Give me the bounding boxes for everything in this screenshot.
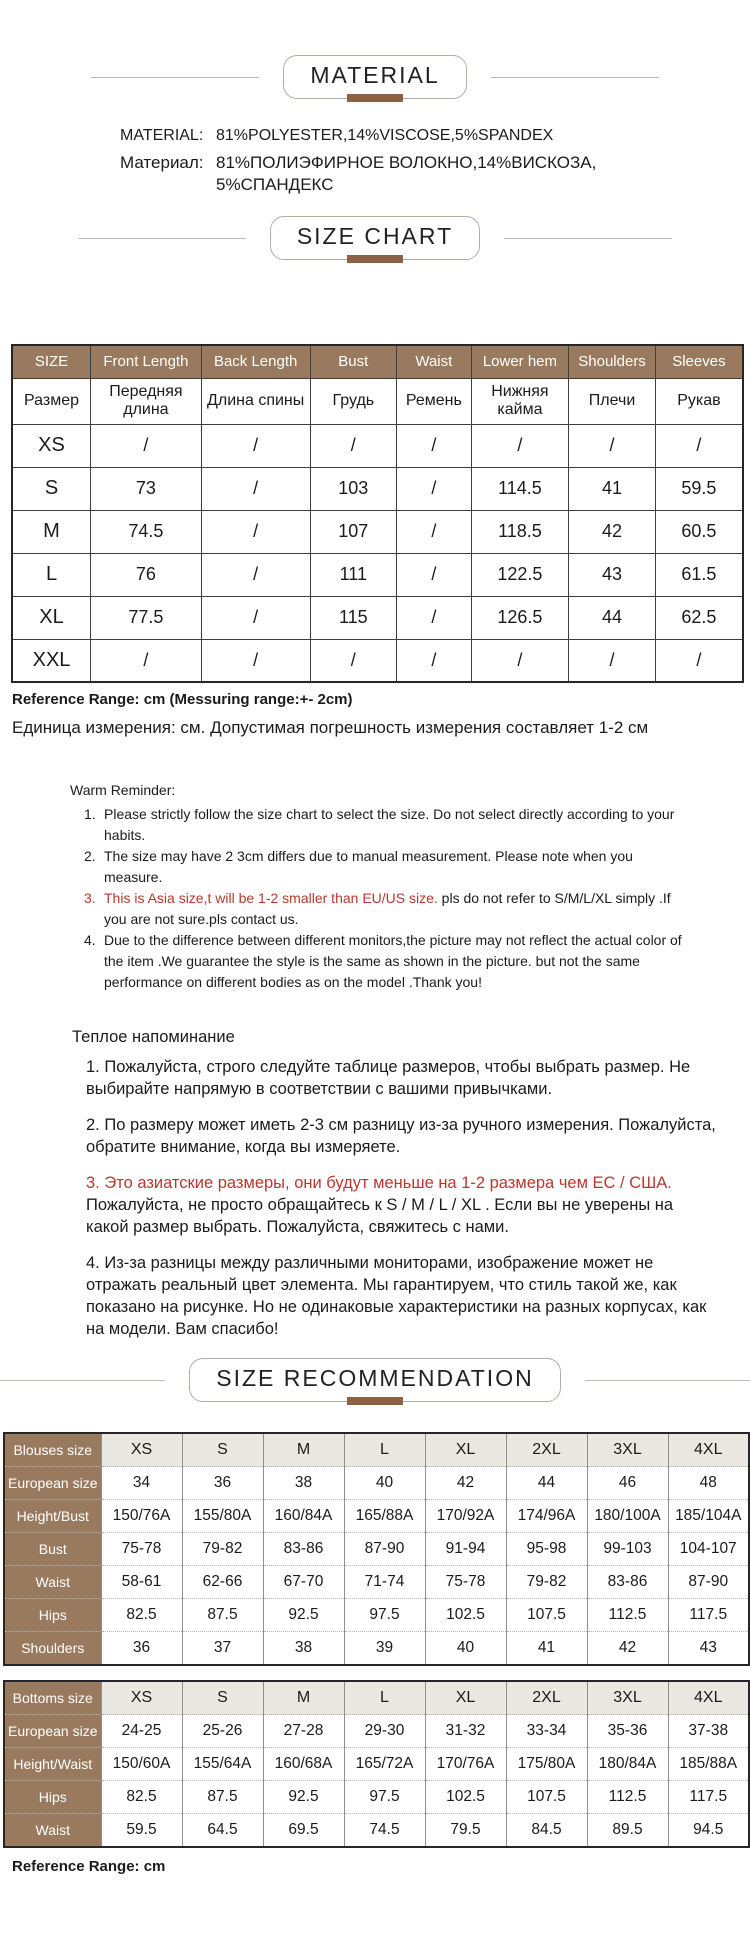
size-chart-section-header [0, 216, 750, 260]
table-cell: / [201, 424, 310, 467]
table-cell: / [471, 639, 569, 682]
table-cell: / [201, 596, 310, 639]
column-header: SIZE [12, 345, 91, 378]
divider-line [78, 238, 246, 239]
table-cell: 114.5 [471, 467, 569, 510]
table-cell: 40 [425, 1632, 506, 1666]
table-cell: 74.5 [91, 510, 202, 553]
table-cell: L [344, 1681, 425, 1715]
blouses-table-body [4, 1433, 749, 1665]
table-cell: / [655, 424, 743, 467]
text-line: 81%POLYESTER,14%VISCOSE,5%SPANDEX [216, 127, 554, 144]
table-cell: 87.5 [182, 1599, 263, 1632]
table-cell: 75-78 [101, 1533, 182, 1566]
table-cell: 117.5 [668, 1781, 749, 1814]
item-text: The size may have 2 3cm differs due to manual measurement. Please note when you measure. [104, 848, 633, 885]
table-cell: 94.5 [668, 1814, 749, 1848]
table-cell: 58-61 [101, 1566, 182, 1599]
table-cell: / [201, 553, 310, 596]
table-cell: 62.5 [655, 596, 743, 639]
table-cell: 76 [91, 553, 202, 596]
size-chart-header-row-ru [12, 378, 743, 424]
table-cell: 38 [263, 1632, 344, 1666]
table-row [4, 1500, 749, 1533]
material-label-en: MATERIAL: [120, 127, 204, 144]
table-row [12, 424, 743, 467]
column-header: Shoulders [569, 345, 656, 378]
table-cell: 102.5 [425, 1781, 506, 1814]
table-cell: 112.5 [587, 1599, 668, 1632]
row-label: Hips [4, 1781, 101, 1814]
table-cell: M [263, 1433, 344, 1467]
row-label: Bust [4, 1533, 101, 1566]
item-text: Please strictly follow the size chart to select the size. Do not select directly according to your habits. [104, 806, 675, 843]
table-cell: 64.5 [182, 1814, 263, 1848]
column-header-ru: Передняя длина [91, 378, 202, 424]
table-cell: L [344, 1433, 425, 1467]
table-cell: M [263, 1681, 344, 1715]
reminder-item: 2. По размеру может иметь 2-3 см разницу из-за ручного измерения. Пожалуйста, обратите внимание, когда вы измеряете. [86, 1116, 716, 1156]
table-cell: 69.5 [263, 1814, 344, 1848]
column-header: Lower hem [471, 345, 569, 378]
row-label: Shoulders [4, 1632, 101, 1666]
reminder-item [70, 930, 685, 993]
table-cell: 84.5 [506, 1814, 587, 1848]
row-label: Bottoms size [4, 1681, 101, 1715]
column-header-ru: Плечи [569, 378, 656, 424]
item-text: Due to the difference between different monitors,the picture may not reflect the actual color of the item .We guarantee the style is the same as shown in the picture. but not the same performance on different bodies as on the model .Thank you! [104, 932, 682, 990]
table-cell: 150/60A [101, 1748, 182, 1781]
table-cell: XS [101, 1433, 182, 1467]
table-cell: 42 [425, 1467, 506, 1500]
table-cell: / [91, 639, 202, 682]
table-cell: 4XL [668, 1681, 749, 1715]
table-cell: / [397, 639, 472, 682]
table-cell: 73 [91, 467, 202, 510]
reminder-item [70, 846, 685, 888]
table-cell: 92.5 [263, 1781, 344, 1814]
table-cell: 155/80A [182, 1500, 263, 1533]
size-chart-table [11, 344, 744, 683]
table-cell: 170/92A [425, 1500, 506, 1533]
row-header-cell: XS [12, 424, 91, 467]
material-line-ru [120, 152, 750, 196]
table-cell: 61.5 [655, 553, 743, 596]
table-row [12, 467, 743, 510]
table-cell: / [569, 424, 656, 467]
text-line: 5%СПАНДЕКС [216, 175, 334, 194]
table-cell: 91-94 [425, 1533, 506, 1566]
item-text: This is Asia size,t will be 1-2 smaller than EU/US size. pls do not refer to S/M/L/XL simply .If you are not sure.pls contact us. [104, 890, 671, 927]
material-value-en [216, 125, 553, 147]
accent-bar [347, 255, 403, 263]
table-cell: 37-38 [668, 1715, 749, 1748]
table-row [4, 1599, 749, 1632]
column-header-ru: Длина спины [201, 378, 310, 424]
table-cell: 44 [569, 596, 656, 639]
table-cell: S [182, 1681, 263, 1715]
column-header: Sleeves [655, 345, 743, 378]
table-cell: / [91, 424, 202, 467]
table-cell: 92.5 [263, 1599, 344, 1632]
table-cell: 46 [587, 1467, 668, 1500]
table-cell: 24-25 [101, 1715, 182, 1748]
item-number: 4. [84, 932, 96, 948]
table-cell: 185/104A [668, 1500, 749, 1533]
table-cell: 79.5 [425, 1814, 506, 1848]
table-cell: 95-98 [506, 1533, 587, 1566]
table-cell: XL [425, 1681, 506, 1715]
table-cell: 97.5 [344, 1781, 425, 1814]
table-cell: 160/84A [263, 1500, 344, 1533]
table-cell: 180/84A [587, 1748, 668, 1781]
reminder-item: 1. Пожалуйста, строго следуйте таблице размеров, чтобы выбрать размер. Не выбирайте напрямую в соответствии с вашими привычками. [86, 1058, 691, 1098]
table-cell: 126.5 [471, 596, 569, 639]
table-cell: S [182, 1433, 263, 1467]
table-cell: 2XL [506, 1681, 587, 1715]
table-cell: 43 [569, 553, 656, 596]
table-cell: 160/68A [263, 1748, 344, 1781]
table-cell: 165/88A [344, 1500, 425, 1533]
table-cell: 107.5 [506, 1781, 587, 1814]
table-row [4, 1748, 749, 1781]
table-cell: 75-78 [425, 1566, 506, 1599]
table-cell: 39 [344, 1632, 425, 1666]
column-header-ru: Ремень [397, 378, 472, 424]
table-cell: 40 [344, 1467, 425, 1500]
divider-line [91, 77, 259, 78]
size-chart-note-ru: Единица измерения: см. Допустимая погрешность измерения составляет 1-2 см [12, 718, 649, 737]
table-cell: 104-107 [668, 1533, 749, 1566]
size-chart-title-box [270, 216, 480, 260]
table-cell: 48 [668, 1467, 749, 1500]
size-chart-note-en: Reference Range: cm (Messuring range:+- 2cm) [12, 691, 353, 708]
table-cell: / [397, 510, 472, 553]
row-label: Height/Waist [4, 1748, 101, 1781]
row-header-cell: M [12, 510, 91, 553]
table-row [4, 1566, 749, 1599]
table-cell: 74.5 [344, 1814, 425, 1848]
column-header: Bust [310, 345, 397, 378]
text-line: 81%ПОЛИЭФИРНОЕ ВОЛОКНО,14%ВИСКОЗА, [216, 153, 597, 172]
table-cell: 33-34 [506, 1715, 587, 1748]
table-cell: / [655, 639, 743, 682]
row-header-cell: S [12, 467, 91, 510]
item-number: 2. [84, 848, 96, 864]
material-title: MATERIAL [310, 62, 440, 88]
table-cell: 89.5 [587, 1814, 668, 1848]
material-line-en [120, 125, 750, 147]
table-cell: 107 [310, 510, 397, 553]
table-row [4, 1681, 749, 1715]
size-recommendation-title: SIZE RECOMMENDATION [216, 1365, 534, 1391]
row-label: European size [4, 1715, 101, 1748]
column-header-ru: Нижняя кайма [471, 378, 569, 424]
table-cell: 150/76A [101, 1500, 182, 1533]
table-cell: 37 [182, 1632, 263, 1666]
column-header-ru: Грудь [310, 378, 397, 424]
table-cell: 82.5 [101, 1781, 182, 1814]
table-cell: 3XL [587, 1433, 668, 1467]
column-header: Waist [397, 345, 472, 378]
item-text-highlight: This is Asia size,t will be 1-2 smaller than EU/US size. [104, 890, 438, 906]
size-chart-header-row-en [12, 345, 743, 378]
table-cell: 115 [310, 596, 397, 639]
table-cell: 170/76A [425, 1748, 506, 1781]
table-cell: 102.5 [425, 1599, 506, 1632]
table-cell: / [569, 639, 656, 682]
table-cell: 97.5 [344, 1599, 425, 1632]
blouses-size-table [3, 1432, 750, 1666]
table-row [12, 639, 743, 682]
table-cell: 79-82 [182, 1533, 263, 1566]
material-value-ru [216, 152, 596, 196]
table-row [12, 596, 743, 639]
warm-reminder-ru-title: Теплое напоминание [72, 1028, 235, 1046]
table-row [4, 1632, 749, 1666]
table-cell: 43 [668, 1632, 749, 1666]
table-cell: 2XL [506, 1433, 587, 1467]
table-cell: 41 [569, 467, 656, 510]
table-row [4, 1715, 749, 1748]
size-recommendation-section-header [0, 1358, 750, 1402]
table-cell: 36 [182, 1467, 263, 1500]
column-header: Front Length [91, 345, 202, 378]
table-cell: 44 [506, 1467, 587, 1500]
row-header-cell: XXL [12, 639, 91, 682]
column-header-ru: Размер [12, 378, 91, 424]
table-cell: 155/64A [182, 1748, 263, 1781]
table-cell: 62-66 [182, 1566, 263, 1599]
reminder-item [70, 888, 685, 930]
item-text-highlight: 3. Это азиатские размеры, они будут меньше на 1-2 размера чем ЕС / США. [86, 1174, 672, 1192]
table-cell: 35-36 [587, 1715, 668, 1748]
material-info [120, 125, 750, 196]
table-row [4, 1433, 749, 1467]
table-cell: / [397, 424, 472, 467]
table-cell: 107.5 [506, 1599, 587, 1632]
material-section-header [0, 55, 750, 99]
table-cell: / [201, 639, 310, 682]
table-cell: / [201, 510, 310, 553]
table-cell: 41 [506, 1632, 587, 1666]
table-cell: 79-82 [506, 1566, 587, 1599]
table-cell: 174/96A [506, 1500, 587, 1533]
table-cell: 4XL [668, 1433, 749, 1467]
table-cell: 59.5 [101, 1814, 182, 1848]
item-number: 1. [84, 806, 96, 822]
table-cell: 36 [101, 1632, 182, 1666]
table-row [4, 1781, 749, 1814]
table-cell: / [310, 424, 397, 467]
table-cell: 111 [310, 553, 397, 596]
row-header-cell: XL [12, 596, 91, 639]
table-row [4, 1814, 749, 1848]
table-cell: 25-26 [182, 1715, 263, 1748]
table-cell: / [310, 639, 397, 682]
table-cell: 82.5 [101, 1599, 182, 1632]
warm-reminder-en [70, 780, 685, 993]
table-cell: 112.5 [587, 1781, 668, 1814]
table-cell: / [397, 553, 472, 596]
table-cell: 71-74 [344, 1566, 425, 1599]
table-cell: 118.5 [471, 510, 569, 553]
table-row [12, 553, 743, 596]
reminder-item: 4. Из-за разницы между различными мониторами, изображение может не отражать реальный цвет элемента. Мы гарантируем, что стиль такой же, как показано на рисунке. Но не одинаковые характеристики на разных корпусах, как на модели. Вам спасибо! [86, 1254, 707, 1338]
table-cell: 27-28 [263, 1715, 344, 1748]
size-chart-title: SIZE CHART [296, 223, 454, 249]
divider-line [491, 77, 659, 78]
row-label: Blouses size [4, 1433, 101, 1467]
table-cell: 31-32 [425, 1715, 506, 1748]
row-label: Hips [4, 1599, 101, 1632]
table-cell: 42 [587, 1632, 668, 1666]
warm-reminder-title: Warm Reminder: [70, 782, 176, 798]
bottoms-table-body [4, 1681, 749, 1847]
table-cell: 77.5 [91, 596, 202, 639]
material-title-box [283, 55, 466, 99]
table-cell: / [397, 596, 472, 639]
table-cell: 180/100A [587, 1500, 668, 1533]
row-label: Waist [4, 1566, 101, 1599]
table-cell: 103 [310, 467, 397, 510]
table-cell: 185/88A [668, 1748, 749, 1781]
table-row [4, 1533, 749, 1566]
reminder-item [70, 804, 685, 846]
accent-bar [347, 94, 403, 102]
material-label-ru: Материал: [120, 153, 204, 172]
table-cell: XL [425, 1433, 506, 1467]
size-recommendation-title-box [189, 1358, 560, 1402]
table-cell: 38 [263, 1467, 344, 1500]
table-row [4, 1467, 749, 1500]
row-label: European size [4, 1467, 101, 1500]
warm-reminder-ru [72, 1026, 717, 1340]
row-header-cell: L [12, 553, 91, 596]
table-cell: XS [101, 1681, 182, 1715]
reminder-item: 3. Это азиатские размеры, они будут меньше на 1-2 размера чем ЕС / США. Пожалуйста, не просто обращайтесь к S / M / L / XL . Если вы не уверены на какой размер выбрать. Пожалуйста, свяжитесь с нами. [86, 1172, 717, 1238]
table-cell: 42 [569, 510, 656, 553]
table-cell: 3XL [587, 1681, 668, 1715]
divider-line [0, 1380, 165, 1381]
table-cell: 99-103 [587, 1533, 668, 1566]
divider-line [585, 1380, 750, 1381]
table-cell: 29-30 [344, 1715, 425, 1748]
item-number: 3. [84, 890, 96, 906]
table-cell: / [201, 467, 310, 510]
table-cell: / [471, 424, 569, 467]
table-cell: 34 [101, 1467, 182, 1500]
reference-range-note: Reference Range: cm [12, 1858, 166, 1875]
table-cell: 67-70 [263, 1566, 344, 1599]
table-row [12, 510, 743, 553]
table-cell: 165/72A [344, 1748, 425, 1781]
table-cell: 83-86 [587, 1566, 668, 1599]
table-cell: 59.5 [655, 467, 743, 510]
table-cell: 87-90 [344, 1533, 425, 1566]
table-cell: 117.5 [668, 1599, 749, 1632]
table-cell: 122.5 [471, 553, 569, 596]
row-label: Height/Bust [4, 1500, 101, 1533]
column-header: Back Length [201, 345, 310, 378]
table-cell: / [397, 467, 472, 510]
row-label: Waist [4, 1814, 101, 1848]
bottoms-size-table [3, 1680, 750, 1848]
divider-line [504, 238, 672, 239]
column-header-ru: Рукав [655, 378, 743, 424]
table-cell: 87.5 [182, 1781, 263, 1814]
table-cell: 87-90 [668, 1566, 749, 1599]
table-cell: 83-86 [263, 1533, 344, 1566]
table-cell: 175/80A [506, 1748, 587, 1781]
accent-bar [347, 1397, 403, 1405]
table-cell: 60.5 [655, 510, 743, 553]
size-chart-body [12, 424, 743, 682]
